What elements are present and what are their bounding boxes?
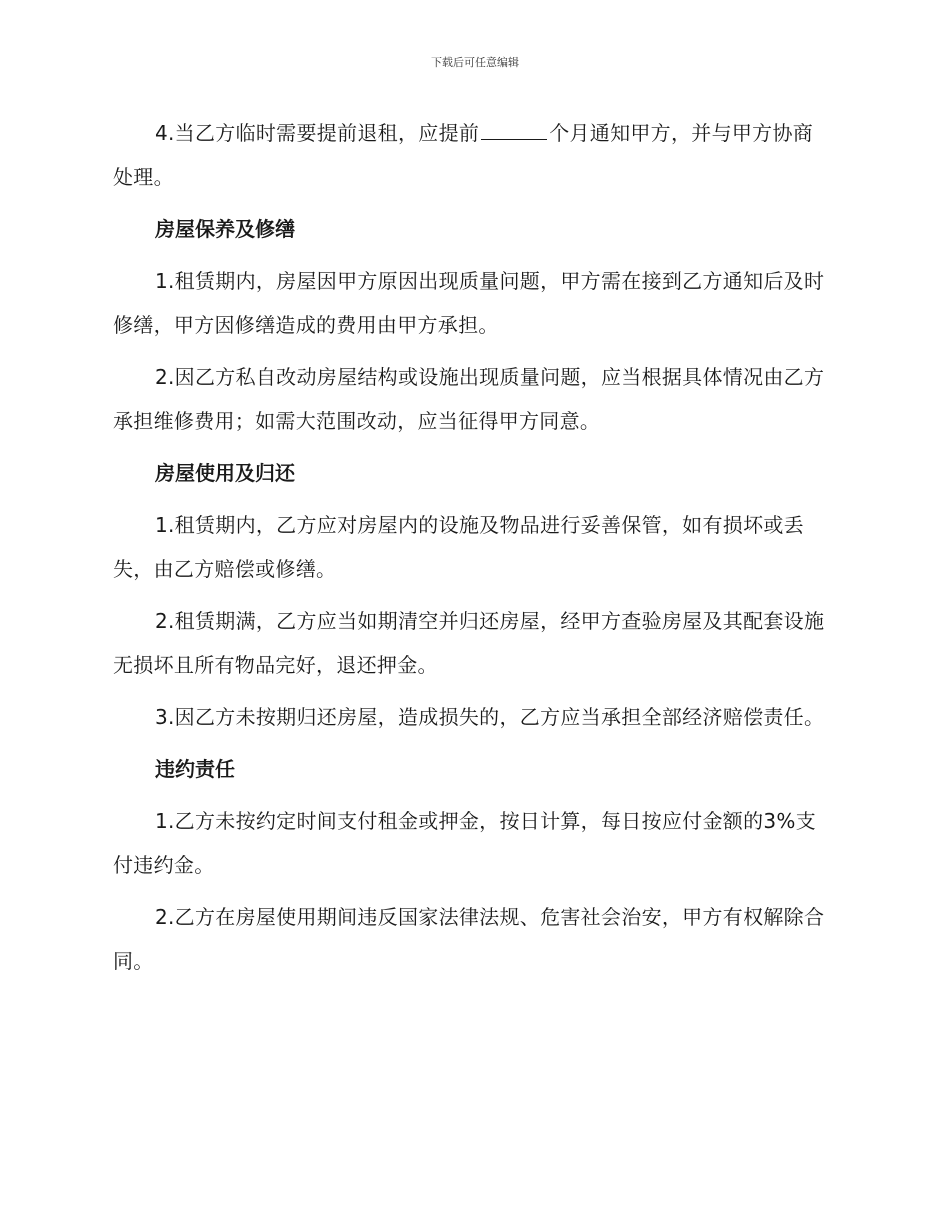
clause-early-termination [113, 111, 827, 199]
breach-clause-2: 2.乙方在房屋使用期间违反国家法律法规、危害社会治安，甲方有权解除合同。 [113, 905, 825, 973]
clause-text-before-blank: 4.当乙方临时需要提前退租，应提前 [155, 121, 480, 145]
clause-text-after-blank: 个月通知甲方，并与甲方协商处理。 [113, 121, 814, 189]
section-heading-use-and-return: 房屋使用及归还 [155, 461, 295, 485]
use-return-clause-3: 3.因乙方未按期归还房屋，造成损失的，乙方应当承担全部经济赔偿责任。 [155, 705, 825, 729]
use-return-clause-1: 1.租赁期内，乙方应对房屋内的设施及物品进行妥善保管，如有损坏或丢失，由乙方赔偿或修缮。 [113, 513, 804, 581]
maintenance-clause-2: 2.因乙方私自改动房屋结构或设施出现质量问题，应当根据具体情况由乙方承担维修费用；如需大范围改动，应当征得甲方同意。 [113, 365, 825, 433]
section-heading-breach-liability: 违约责任 [155, 757, 235, 781]
section-heading-maintenance: 房屋保养及修缮 [155, 217, 295, 241]
maintenance-clause-1: 1.租赁期内，房屋因甲方原因出现质量问题，甲方需在接到乙方通知后及时修缮，甲方因修缮造成的费用由甲方承担。 [113, 269, 825, 337]
breach-clause-1: 1.乙方未按约定时间支付租金或押金，按日计算，每日按应付金额的3%支付违约金。 [113, 809, 817, 877]
document-body [113, 111, 827, 991]
fill-in-blank[interactable] [481, 121, 547, 140]
header-note: 下载后可任意编辑 [431, 56, 519, 69]
use-return-clause-2: 2.租赁期满，乙方应当如期清空并归还房屋，经甲方查验房屋及其配套设施无损坏且所有物品完好，退还押金。 [113, 609, 825, 677]
